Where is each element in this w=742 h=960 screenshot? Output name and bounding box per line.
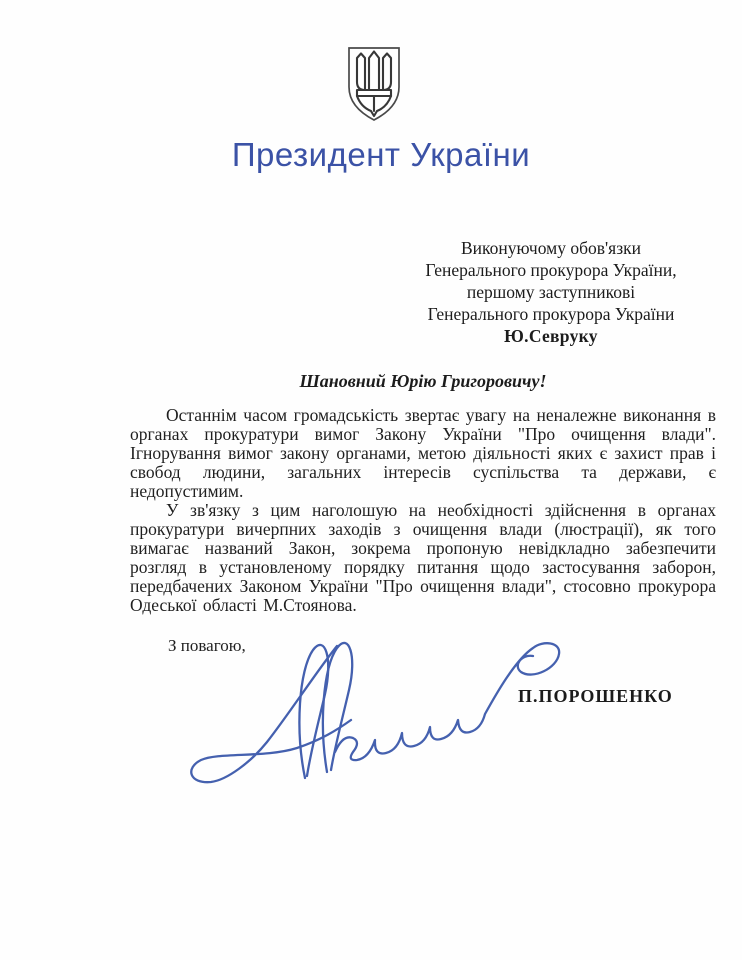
ukraine-trident-emblem-icon <box>342 45 406 123</box>
signatory-name: П.ПОРОШЕНКО <box>518 686 673 706</box>
recipient-line: першому заступникові <box>466 282 636 302</box>
letterhead-title: Президент України <box>231 136 531 173</box>
recipient-block <box>415 237 687 347</box>
valediction: З повагою, <box>168 636 246 655</box>
letter-body <box>130 406 716 615</box>
salutation: Шановний Юрію Григоровичу! <box>299 371 547 391</box>
recipient-name: Ю.Севруку <box>504 326 598 346</box>
body-paragraph-1: Останнім часом громадськість звертає увагу на неналежне виконання в органах прокуратури вимог Закону України "Про очищення влади". Ігнорування вимог закону органами, метою діяльності яких є захист прав і свобод людини, загальних інтересів суспільства та держави, є недопустимим. <box>130 405 716 501</box>
handwritten-signature <box>185 628 585 813</box>
recipient-line: Генерального прокурора України, <box>425 260 677 280</box>
body-paragraph-2: У зв'язку з цим наголошую на необхідності здійснення в органах прокуратури вичерпних заходів з очищення влади (люстрації), як того вимагає названий Закон, зокрема пропоную невідкладно забезпечити розгляд в установленому порядку питання щодо застосування заборон, передбачених Законом України "Про очищення влади", стосовно прокурора Одеської області М.Стоянова. <box>130 500 716 615</box>
recipient-line: Генерального прокурора України <box>427 304 675 324</box>
recipient-line: Виконуючому обов'язки <box>461 238 641 258</box>
